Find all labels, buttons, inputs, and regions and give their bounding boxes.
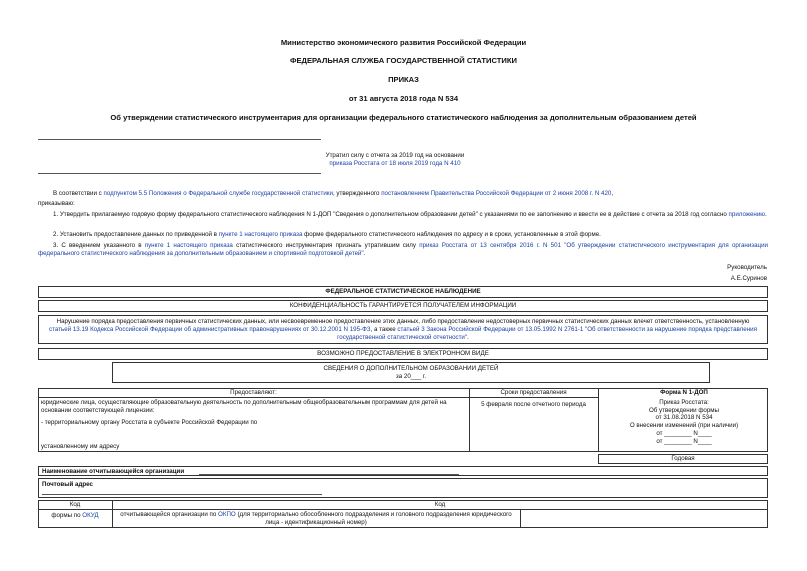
link-appendix[interactable]: приложению bbox=[728, 211, 765, 218]
paragraph-1 bbox=[38, 211, 768, 219]
code-header-left: Код bbox=[69, 501, 81, 508]
org-name-row bbox=[38, 466, 768, 476]
text: 2. Установить предоставление данных по приведенной в bbox=[53, 231, 219, 238]
link-point1[interactable]: пункте 1 настоящего приказа bbox=[218, 231, 303, 238]
text: 1. Утвердить прилагаемую годовую форму федерального статистического наблюдения N 1-ДОП "Сведения о дополнительном образовании детей" с указаниями по ее заполнению и ввести ее в действие с отчета за 2018 год согласно bbox=[53, 211, 729, 218]
link-okpo[interactable]: ОКПО bbox=[218, 511, 236, 518]
repeal-note-link[interactable]: приказа Росстата от 18 июля 2019 года N 410 bbox=[329, 159, 461, 167]
col-provide-header: Предоставляют: bbox=[230, 389, 277, 396]
service-title: ФЕДЕРАЛЬНАЯ СЛУЖБА ГОСУДАРСТВЕННОЙ СТАТИСТИКИ bbox=[290, 56, 517, 65]
text: , bbox=[611, 190, 614, 197]
observation-box: ФЕДЕРАЛЬНОЕ СТАТИСТИЧЕСКОЕ НАБЛЮДЕНИЕ bbox=[38, 286, 768, 298]
paragraph-3 bbox=[38, 242, 768, 258]
form-order: Приказ Росстата: bbox=[659, 398, 709, 406]
link-law[interactable]: статьей 3 Закона Российской Федерации от 13.05.1992 N 2761-1 "Об ответственности за нарушение порядка представления государственной статистической отчетности" bbox=[337, 325, 757, 341]
repeal-note bbox=[320, 152, 470, 168]
text: Нарушение порядка предоставления первичных статистических данных, или несвоевременное предоставление этих данных, либо предоставление недостоверных первичных статистических данных влечет ответственность, установленную bbox=[56, 318, 750, 325]
link-decree[interactable]: постановлением Правительства Российской Федерации от 2 июня 2008 г. N 420 bbox=[381, 190, 612, 197]
form-approve: Об утверждении формы bbox=[648, 406, 720, 414]
link-regulation[interactable]: подпунктом 5.5 Положения о Федеральной службе государственной статистики bbox=[103, 190, 333, 197]
divider bbox=[38, 139, 321, 140]
provide-address: установленному им адресу bbox=[41, 443, 120, 450]
text: (для территориально обособленного подразделения и головного подразделения юридического лица - идентификационный номер) bbox=[235, 511, 512, 526]
divider bbox=[38, 509, 768, 510]
divider bbox=[598, 388, 599, 452]
text: отчитывающейся организации по bbox=[120, 511, 219, 518]
ministry-title: Министерство экономического развития Российской Федерации bbox=[280, 38, 527, 47]
report-title: СВЕДЕНИЯ О ДОПОЛНИТЕЛЬНОМ ОБРАЗОВАНИИ ДЕТЕЙ bbox=[323, 365, 499, 372]
electronic-box: ВОЗМОЖНО ПРЕДОСТАВЛЕНИЕ В ЭЛЕКТРОННОМ ВИДЕ bbox=[38, 348, 768, 360]
divider bbox=[38, 397, 598, 398]
address-label: Почтовый адрес bbox=[42, 481, 93, 488]
provide-to: - территориальному органу Росстата в субъекте Российской Федерации по bbox=[41, 419, 258, 426]
link-point1[interactable]: пункте 1 настоящего приказа bbox=[144, 242, 233, 249]
paragraph-basis bbox=[38, 190, 768, 198]
form-from-2: от ________ N____ bbox=[656, 437, 712, 445]
form-date: от 31.08.2018 N 534 bbox=[655, 414, 713, 422]
confidential-box: КОНФИДЕНЦИАЛЬНОСТЬ ГАРАНТИРУЕТСЯ ПОЛУЧАТЕЛЕМ ИНФОРМАЦИИ bbox=[38, 300, 768, 312]
signer-name: А.Е.Суринов bbox=[730, 274, 767, 282]
doc-title: Об утверждении статистического инструментария для организации федерального статистического наблюдения за дополнительным образованием детей bbox=[110, 113, 697, 122]
org-name-field[interactable] bbox=[199, 474, 459, 475]
period-box: Годовая bbox=[598, 454, 768, 464]
report-year: за 20___ г. bbox=[395, 372, 427, 380]
address-row bbox=[38, 478, 768, 498]
report-title-box bbox=[112, 362, 710, 383]
paragraph-order: приказываю: bbox=[38, 200, 75, 207]
form-changes: О внесении изменений (при наличии) bbox=[629, 422, 739, 429]
text: . bbox=[467, 333, 469, 341]
text: , а также bbox=[370, 325, 398, 333]
text: . bbox=[764, 211, 767, 218]
text: форме федерального статистического наблюдения по адресу и в сроки, установленные в этой форме. bbox=[302, 231, 601, 238]
link-koap[interactable]: статьей 13.19 Кодекса Российской Федерации об административных правонарушениях от 30.12.2001 N 195-ФЗ bbox=[49, 325, 371, 333]
signer-role: Руководитель bbox=[727, 264, 767, 271]
text: , утвержденного bbox=[332, 190, 382, 197]
org-name-label: Наименование отчитывающейся организации bbox=[42, 468, 185, 475]
repeal-note-text: Утратил силу с отчета за 2019 год на основании bbox=[325, 152, 465, 159]
okpo-label bbox=[114, 511, 518, 527]
text: . bbox=[363, 249, 366, 257]
warning-box bbox=[38, 315, 768, 344]
doc-date-number: от 31 августа 2018 года N 534 bbox=[348, 94, 459, 103]
doc-type: ПРИКАЗ bbox=[388, 75, 419, 84]
form-from-1: от ________ N____ bbox=[656, 429, 712, 437]
code-header-right: Код bbox=[434, 501, 446, 508]
text: 3. С введением указанного в bbox=[53, 242, 145, 249]
divider bbox=[520, 509, 521, 528]
address-field[interactable] bbox=[42, 494, 322, 495]
okud-label bbox=[38, 512, 112, 520]
link-okud[interactable]: ОКУД bbox=[82, 512, 99, 519]
col-deadline-header: Сроки предоставления bbox=[500, 389, 567, 396]
text: формы по bbox=[51, 512, 83, 519]
signature-block bbox=[727, 264, 767, 283]
link-old-order[interactable]: приказ Росстата от 13 сентября 2016 г. N 501 "Об утверждении статистического инструментария для организации федерального статистического наблюдения за дополнительным образованием и спортивной подготовкой детей" bbox=[38, 242, 769, 257]
text: статистического инструментария признать утратившим силу bbox=[232, 242, 420, 249]
text: В соответствии с bbox=[53, 190, 104, 197]
deadline-text: 5 февраля после отчетного периода bbox=[481, 401, 586, 408]
divider bbox=[38, 173, 321, 174]
paragraph-2 bbox=[38, 231, 768, 239]
form-info bbox=[600, 389, 768, 445]
form-number: Форма N 1-ДОП bbox=[660, 389, 708, 396]
provide-text: юридические лица, осуществляющие образовательную деятельность по дополнительным общеобразовательным программам для детей на основании соответствующей лицензии: bbox=[41, 399, 447, 414]
